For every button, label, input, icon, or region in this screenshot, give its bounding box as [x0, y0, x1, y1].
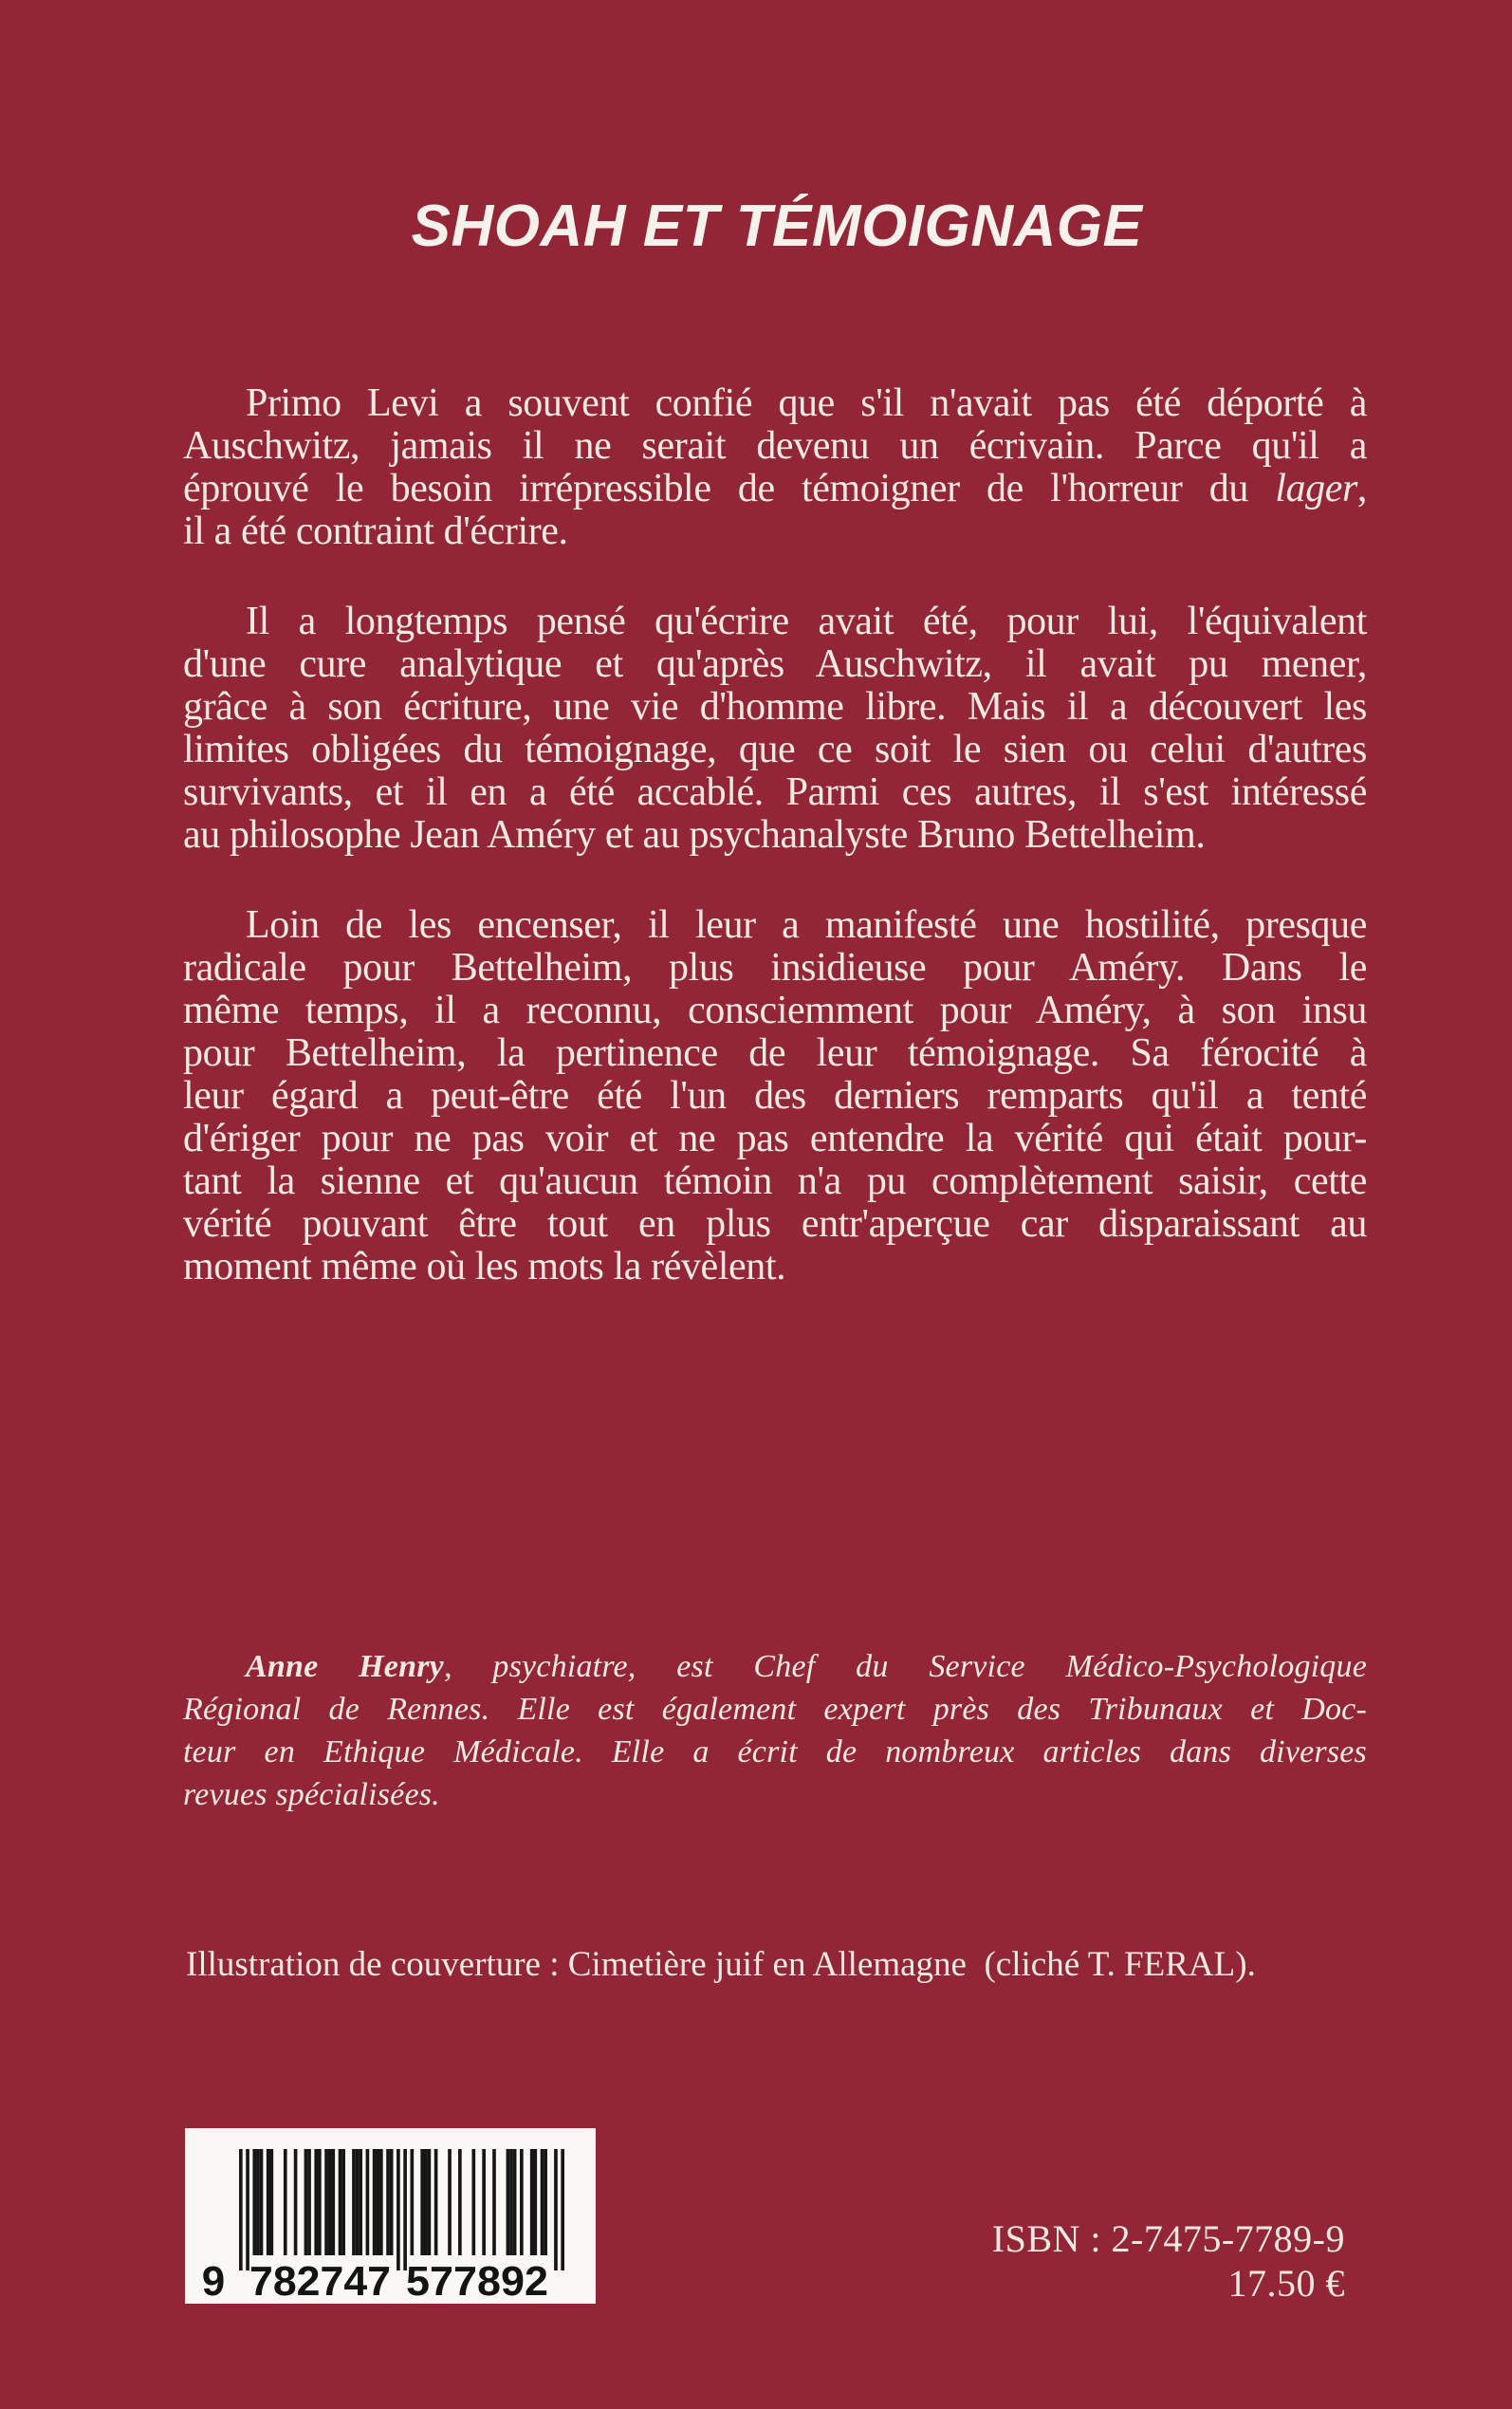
- text-line: [183, 1246, 1367, 1288]
- text-line: [183, 1032, 1367, 1075]
- text-line: [183, 814, 1367, 857]
- text-line: [183, 510, 1367, 553]
- text-line: [183, 1773, 1367, 1816]
- barcode-bar: [256, 2149, 260, 2255]
- barcode-bar: [331, 2149, 335, 2255]
- book-title: SHOAH ET TÉMOIGNAGE: [411, 194, 1143, 259]
- barcode-bar: [246, 2149, 249, 2270]
- barcode-bar: [544, 2149, 547, 2255]
- text-line: [183, 1731, 1367, 1773]
- text-line: [183, 771, 1367, 814]
- barcode-bar: [239, 2149, 243, 2270]
- text-segment: radicale pour Bettelheim, plus insidieuse pour Améry. Dans le: [183, 946, 1367, 990]
- barcode-bar: [428, 2149, 432, 2255]
- text-segment: d'ériger pour ne pas voir et ne pas entendre la vérité qui était pour-: [183, 1117, 1367, 1160]
- barcode-bar: [324, 2149, 328, 2255]
- barcode-bar: [304, 2149, 308, 2255]
- barcode-bar: [307, 2149, 311, 2255]
- text-segment: éprouvé le besoin irrépressible de témoigner de l'horreur du: [183, 467, 1276, 510]
- barcode-bar: [471, 2149, 475, 2255]
- barcode-digits: 782747: [249, 2258, 391, 2304]
- text-segment: moment même où les mots la révèlent.: [183, 1245, 786, 1288]
- text-segment: au philosophe Jean Améry et au psychanalyste Bruno Bettelheim.: [183, 813, 1206, 857]
- barcode-bar: [420, 2149, 424, 2255]
- text-line: [183, 425, 1367, 468]
- barcode-bar: [356, 2149, 360, 2255]
- ean13-barcode: [185, 2128, 596, 2304]
- text-line: [183, 686, 1367, 729]
- text-segment: ,: [1356, 467, 1367, 510]
- cover-illustration-credit: Illustration de couverture : Cimetière juif en Allemagne (cliché T. FERAL).: [186, 1945, 1256, 1984]
- text-line: [183, 990, 1367, 1032]
- barcode-bar: [424, 2149, 428, 2255]
- barcode-bar: [509, 2149, 513, 2255]
- price: 17.50 €: [1227, 2262, 1345, 2305]
- text-line: [183, 1203, 1367, 1246]
- synopsis-paragraph: [183, 904, 1367, 1288]
- barcode-bar: [533, 2149, 537, 2255]
- barcode-bar: [411, 2149, 415, 2255]
- text-segment: Primo Levi a souvent confié que s'il n'avait pas été déporté à: [246, 381, 1367, 425]
- author-bio: [183, 1645, 1367, 1816]
- barcode-bar: [448, 2149, 452, 2255]
- barcode-bar: [339, 2149, 342, 2255]
- text-segment: limites obligées du témoignage, que ce soit le sien ou celui d'autres: [183, 728, 1367, 771]
- barcode-bar: [396, 2149, 400, 2270]
- text-line: [183, 643, 1367, 686]
- barcode-bar: [352, 2149, 356, 2255]
- text-segment: Régional de Rennes. Elle est également expert près des Tribunaux et Doc-: [183, 1692, 1367, 1727]
- barcode-bar: [379, 2149, 383, 2255]
- barcode-bar: [520, 2149, 524, 2255]
- text-line: [183, 601, 1367, 643]
- barcode-bar: [314, 2149, 318, 2255]
- text-line: [183, 382, 1367, 425]
- barcode-bar: [376, 2149, 379, 2255]
- barcode-bar: [359, 2149, 362, 2255]
- text-segment: pour Bettelheim, la pertinence de leur témoignage. Sa férocité à: [183, 1031, 1367, 1075]
- text-segment: tant la sienne et qu'aucun témoin n'a pu complètement saisir, cette: [183, 1159, 1367, 1203]
- ean13-barcode-svg: [185, 2128, 596, 2304]
- barcode-bar: [530, 2149, 534, 2255]
- barcode-bar: [492, 2149, 496, 2255]
- text-segment: Anne Henry: [246, 1649, 444, 1684]
- barcode-bar: [252, 2149, 256, 2255]
- barcode-bar: [269, 2149, 273, 2255]
- text-segment: revues spécialisées.: [183, 1777, 440, 1812]
- barcode-bar: [403, 2149, 407, 2270]
- barcode-bar: [507, 2149, 510, 2255]
- barcode-bar: [373, 2149, 377, 2255]
- text-line: [183, 468, 1367, 510]
- barcode-bar: [267, 2149, 270, 2255]
- text-segment: survivants, et il en a été accablé. Parmi ces autres, il s'est intéressé: [183, 770, 1367, 814]
- text-segment: leur égard a peut-être été l'un des derniers remparts qu'il a tenté: [183, 1074, 1367, 1118]
- barcode-bar: [260, 2149, 264, 2255]
- text-line: [183, 1075, 1367, 1118]
- barcode-bar: [366, 2149, 370, 2255]
- text-segment: grâce à son écriture, une vie d'homme libre. Mais il a découvert les: [183, 685, 1367, 729]
- barcode-bar: [513, 2149, 517, 2255]
- synopsis-paragraph: [183, 382, 1367, 553]
- barcode-digits: 9: [201, 2258, 226, 2304]
- barcode-bar: [294, 2149, 298, 2255]
- barcode-bar: [318, 2149, 322, 2255]
- text-line: [183, 1160, 1367, 1203]
- text-line: [183, 904, 1367, 947]
- text-line: [183, 1118, 1367, 1160]
- barcode-bar: [386, 2149, 390, 2255]
- text-line: [183, 1688, 1367, 1731]
- text-line: [183, 1645, 1367, 1688]
- text-segment: il a été contraint d'écrire.: [183, 510, 568, 553]
- barcode-bar: [341, 2149, 345, 2255]
- text-line: [183, 729, 1367, 771]
- isbn-number: ISBN : 2-7475-7789-9: [991, 2217, 1345, 2260]
- text-segment: même temps, il a reconnu, consciemment pour Améry, à son insu: [183, 989, 1367, 1032]
- text-line: [183, 947, 1367, 990]
- synopsis-text: [183, 382, 1367, 1336]
- barcode-bar: [434, 2149, 438, 2255]
- text-segment: teur en Ethique Médicale. Elle a écrit de nombreux articles dans diverses: [183, 1734, 1367, 1770]
- barcode-bar: [541, 2149, 544, 2255]
- barcode-bar: [390, 2149, 394, 2255]
- text-segment: Il a longtemps pensé qu'écrire avait été, pour lui, l'équivalent: [246, 600, 1367, 643]
- isbn-price-block: [992, 2216, 1345, 2306]
- barcode-digits: 577892: [406, 2258, 548, 2304]
- synopsis-paragraph: [183, 601, 1367, 857]
- barcode-bar: [482, 2149, 486, 2255]
- text-segment: lager: [1275, 467, 1357, 510]
- text-segment: vérité pouvant être tout en plus entr'aperçue car disparaissant au: [183, 1202, 1367, 1246]
- text-segment: d'une cure analytique et qu'après Auschwitz, il avait pu mener,: [183, 642, 1367, 686]
- barcode-bar: [561, 2149, 564, 2270]
- barcode-bar: [284, 2149, 287, 2255]
- barcode-bar: [328, 2149, 332, 2255]
- barcode-bar: [554, 2149, 558, 2270]
- text-segment: , psychiatre, est Chef du Service Médico-Psychologique: [443, 1649, 1367, 1684]
- barcode-bar: [458, 2149, 462, 2255]
- text-segment: Auschwitz, jamais il ne serait devenu un écrivain. Parce qu'il a: [183, 424, 1367, 468]
- text-segment: Loin de les encenser, il leur a manifesté une hostilité, presque: [246, 903, 1367, 947]
